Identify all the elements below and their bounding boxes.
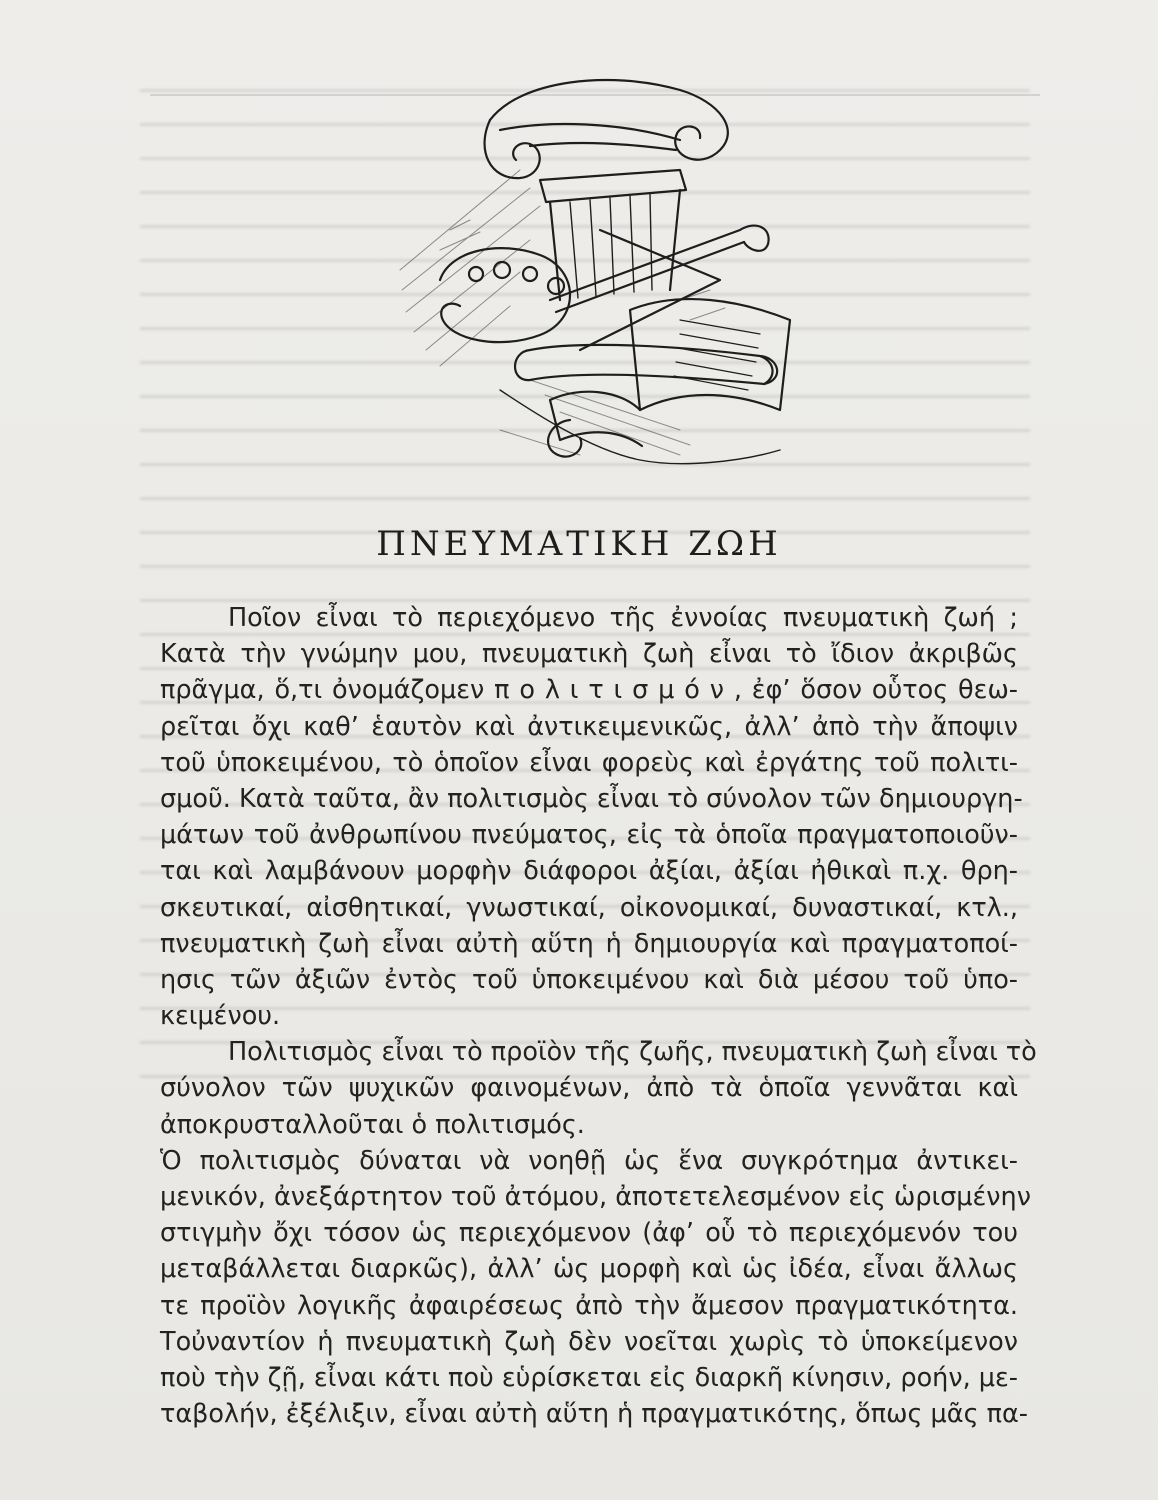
- text-line: σμοῦ. Κατὰ ταῦτα, ἂν πολιτισμὸς εἶναι τὸ σύνολον τῶν δημιουργη-: [160, 783, 1023, 814]
- text-line: μενικόν, ἀνεξάρτητον τοῦ ἀτόμου, ἀποτετελεσμένον εἰς ὡρισμένην: [160, 1182, 1031, 1212]
- text-line: σύνολον τῶν ψυχικῶν φαινομένων, ἀπὸ τὰ ὁποῖα γεννᾶται καὶ: [160, 1073, 1018, 1104]
- paragraph: [160, 600, 1023, 1034]
- text-line: ρεῖται ὄχι καθ’ ἑαυτὸν καὶ ἀντικειμενικῶς, ἀλλ’ ἀπὸ τὴν ἄποψιν: [160, 711, 1018, 742]
- text-line: μάτων τοῦ ἀνθρωπίνου πνεύματος, εἰς τὰ ὁποῖα πραγματοποιοῦν-: [160, 820, 1018, 851]
- paragraph: [160, 1143, 1031, 1433]
- text-line: Κατὰ τὴν γνώμην μου, πνευματικὴ ζωὴ εἶναι τὸ ἴδιον ἀκριβῶς: [160, 639, 1018, 670]
- text-line: κειμένου.: [160, 1001, 281, 1032]
- text-line: μεταβάλλεται διαρκῶς), ἀλλ’ ὡς μορφὴ καὶ ὡς ἰδέα, εἶναι ἄλλως: [160, 1254, 1018, 1285]
- text-line: πνευματικὴ ζωὴ εἶναι αὐτὴ αὕτη ἡ δημιουργία καὶ πραγματοποί-: [160, 928, 1018, 959]
- text-line: τε προϊὸν λογικῆς ἀφαιρέσεως ἀπὸ τὴν ἄμεσον πραγματικότητα.: [160, 1290, 1018, 1321]
- text-line: ται καὶ λαμβάνουν μορφὴν διάφοροι ἀξίαι, ἀξίαι ἠθικαὶ π.χ. θρη-: [160, 856, 1018, 887]
- text-line: σκευτικαί, αἰσθητικαί, γνωστικαί, οἰκονομικαί, δυναστικαί, κτλ.,: [160, 892, 1018, 923]
- text-line: ἀποκρυσταλλοῦται ὁ πολιτισμός.: [160, 1109, 585, 1140]
- text-line: Ποῖον εἶναι τὸ περιεχόμενο τῆς ἐννοίας πνευματικὴ ζωή ;: [228, 603, 1018, 633]
- text-line: Τοὐναντίον ἡ πνευματικὴ ζωὴ δὲν νοεῖται χωρὶς τὸ ὑποκείμενον: [160, 1326, 1018, 1357]
- text-line: Ὁ πολιτισμὸς δύναται νὰ νοηθῇ ὡς ἕνα συγκρότημα ἀντικει-: [160, 1145, 1018, 1176]
- chapter-heading: ΠΝΕΥΜΑΤΙΚΗ ΖΩΗ: [376, 524, 782, 564]
- paragraph: [160, 1034, 1037, 1143]
- text-line: Πολιτισμὸς εἶναι τὸ προϊὸν τῆς ζωῆς, πνευματικὴ ζωὴ εἶναι τὸ: [228, 1037, 1037, 1068]
- text-line: πρᾶγμα, ὅ,τι ὀνομάζομεν π ο λ ι τ ι σ μ ό ν , ἐφ’ ὅσον οὗτος θεω-: [160, 675, 1018, 706]
- text-line: στιγμὴν ὄχι τόσον ὡς περιεχόμενον (ἀφ’ οὗ τὸ περιεχόμενόν του: [160, 1218, 1018, 1249]
- text-line: τοῦ ὑποκειμένου, τὸ ὁποῖον εἶναι φορεὺς καὶ ἐργάτης τοῦ πολιτι-: [160, 747, 1018, 778]
- text-line: ταβολήν, ἐξέλιξιν, εἶναι αὐτὴ αὕτη ἡ πραγματικότης, ὅπως μᾶς πα-: [160, 1399, 1029, 1430]
- text-line: ησις τῶν ἀξιῶν ἐντὸς τοῦ ὑποκειμένου καὶ διὰ μέσου τοῦ ὑπο-: [160, 964, 1018, 995]
- ionic-capital-scroll-emblem: [380, 50, 840, 510]
- text-line: ποὺ τὴν ζῇ, εἶναι κάτι ποὺ εὑρίσκεται εἰς διαρκῆ κίνησιν, ροήν, με-: [160, 1362, 1019, 1393]
- body-text: [160, 600, 1037, 1432]
